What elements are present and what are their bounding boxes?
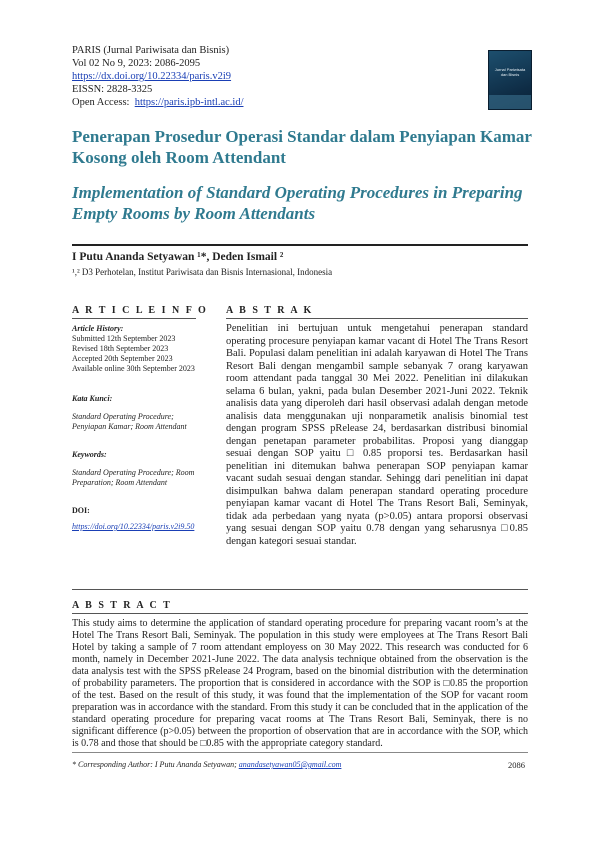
- abstract-heading: A B S T R A C T: [72, 600, 172, 611]
- journal-eissn: EISSN: 2828-3325: [72, 84, 153, 95]
- author-names: I Putu Ananda Setyawan ¹*, Deden Ismail ²: [72, 251, 284, 263]
- page-number: 2086: [508, 760, 525, 770]
- history-revised: Revised 18th September 2023: [72, 344, 169, 353]
- journal-cover-image: [488, 50, 532, 110]
- history-submitted: Submitted 12th September 2023: [72, 334, 176, 343]
- article-info-rule: [72, 318, 196, 319]
- footer-rule: [72, 752, 528, 753]
- history-label: Article History:: [72, 324, 124, 333]
- kata-kunci-text: Standard Operating Procedure; Penyiapan Kamar; Room Attendant: [72, 412, 187, 431]
- journal-header: [72, 44, 243, 109]
- title-divider: [72, 244, 528, 246]
- article-info-panel: [72, 324, 196, 544]
- abstract-text: This study aims to determine the application of standard operating procedure for preparing vacant room’s at the Hotel The Trans Resort Bali, Seminyak. The population in this study were employees at The Trans Resort Bali Hotel by taking a sample of 7 room attendant employess on 30 May 2022. This research was conducted for 6 month, namely in December 2021-June 2022. The data analysis technique obtained from the observation is the data analysis test with the SPSS pRelease 24 Program, based on the binomial distribution with the determination of probability parameters. The proportion that is considered in accordance with the SOP is □0.85 the proportion of the test. Based on the result of this study, it was found that the implementation of the SOP for vacant room preparation was in accordance with the standard. From this study it can be concluded that in the application of the standard operating procedure for preparing vacat rooms at The Trans Resort Bali, Seminyak, there is no significant difference (p>0.05) between the proportion of observation that are in accordance with the SOP, which is 0.78 and those that should be □0.85 with the appropriate category standard.: [72, 618, 528, 749]
- article-info-heading: A R T I C L E I N F O: [72, 305, 208, 316]
- abstrak-heading: A B S T R A K: [226, 305, 314, 316]
- journal-cover-band: [489, 95, 531, 109]
- abstrak-text: Penelitian ini bertujuan untuk mengetahui penerapan standard operating procesure penyiapan kamar vacant di Hotel The Trans Resort Bali. Populasi dalam penelitian ini adalah karyawan di Hotel The Trans Resort Bali dengan mengambil sample sebanyak 7 orang karyawan room attendant pada tanggal 30 Mei 2022. Penelitian ini dilakukan selama 6 bulan, yakni, pada bulan Desember 2021-Juni 2022. Teknik analisis data yang diperoleh dari hasil observasi adalah dengan metode analisis data menggunakan uji nonparametik analisis binomial test dengan program SPSS pRelease 24, berdasarkan distribusi binomial dengan penetapan parameter probabilitas. Proposi yang dianggap sesuai dengan SOP yaitu □ 0.85 proporsi tes. Berdasarkan hasil penelitian ini ditemukan bahwa penerapan SOP penyiapan kamar vacant sudah sesuai dengan standar. Sehingg dari penelitian ini dapat disimpulkan bahwa dalam penerapan standard operating procedure penyiapan kamar vacant di Hotel The Trans Resort Bali, Seminyak, tidak ada perbedaan yang nyata (p>0.05) antara proporsi observasi yang sesuai dengan SOP yaitu 0.78 dengan yang seharusnya □0.85 dengan kategori sesuai standar.: [226, 323, 528, 547]
- abstract-top-rule: [72, 589, 528, 590]
- open-access-label: Open Access:: [72, 97, 130, 108]
- corresponding-author: [72, 760, 341, 769]
- journal-volume: Vol 02 No 9, 2023: 2086-2095: [72, 58, 201, 69]
- corresponding-email[interactable]: anandasetyawan05@gmail.com: [238, 760, 342, 769]
- author-affiliation: ¹,² D3 Perhotelan, Institut Pariwisata dan Bisnis Internasional, Indonesia: [72, 267, 333, 277]
- kata-kunci-label: Kata Kunci:: [72, 394, 113, 403]
- history-accepted: Accepted 20th September 2023: [72, 354, 173, 363]
- open-access-link[interactable]: https://paris.ipb-intl.ac.id/: [134, 97, 244, 108]
- title-english: Implementation of Standard Operating Procedures in Preparing Empty Rooms by Room Attendants: [72, 183, 523, 223]
- title-indonesian: Penerapan Prosedur Operasi Standar dalam Penyiapan Kamar Kosong oleh Room Attendant: [72, 127, 532, 167]
- doi-label: DOI:: [72, 506, 90, 515]
- history-online: Available online 30th September 2023: [72, 364, 195, 373]
- doi-link[interactable]: https://doi.org/10.22334/paris.v2i9.50: [72, 522, 195, 531]
- abstract-rule: [72, 613, 528, 614]
- keywords-label: Keywords:: [72, 450, 107, 459]
- corresponding-label: * Corresponding Author: I Putu Ananda Setyawan;: [72, 760, 237, 769]
- keywords-text: Standard Operating Procedure; Room Preparation; Room Attendant: [72, 468, 195, 487]
- abstrak-rule: [226, 318, 528, 319]
- journal-cover-text: Jurnal Pariwisata dan Bisnis: [494, 67, 526, 77]
- journal-name: PARIS (Jurnal Pariwisata dan Bisnis): [72, 45, 230, 56]
- journal-doi-link[interactable]: https://dx.doi.org/10.22334/paris.v2i9: [72, 71, 232, 82]
